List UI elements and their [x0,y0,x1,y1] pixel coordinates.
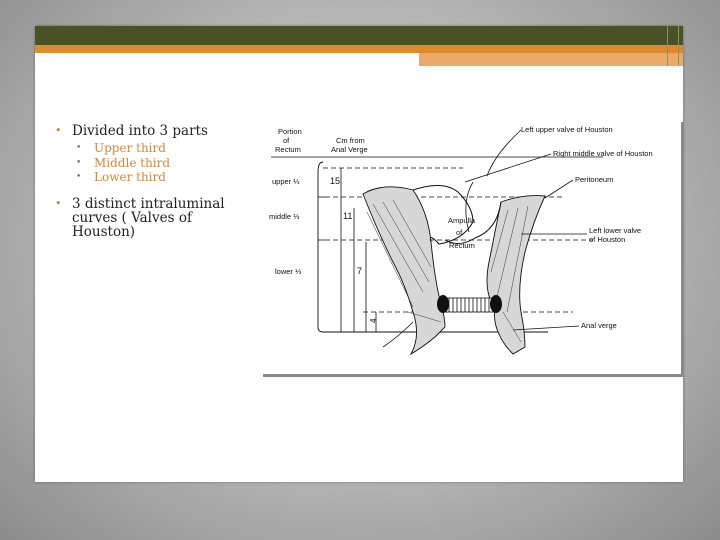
right-middle-valve-label: Right middle valve of Houston [553,149,653,158]
sub-bullet-item [55,156,240,171]
sub-bullet-item [55,141,240,156]
header-decoration [667,26,679,66]
sub-bullet-dot-icon: • [76,143,82,153]
header-band [35,26,683,45]
peritoneum-label: Peritoneum [575,175,614,184]
sub-bullet-item [55,170,240,185]
portion-label: lower ⅓ [275,267,302,276]
cm-label: 11 [343,211,353,221]
cm-header: Cm from Anal Verge [331,136,368,154]
bullet-dot-icon: • [55,124,62,137]
bullet-item [55,124,240,138]
sub-bullet-text: Middle third [94,155,171,170]
leader-line [465,154,551,182]
sphincter-left [437,295,449,313]
left-wall-strand [383,322,413,347]
header-accent-band [35,45,683,53]
cm-label: 7 [357,266,363,276]
ampulla-label: Ampulla of Rectum [448,216,476,250]
sub-bullet-text: Upper third [94,141,166,155]
sphincter-right [490,295,502,313]
sub-bullet-text: Lower third [94,170,166,184]
portion-bracket [318,162,323,332]
header-accent-tab [419,53,683,66]
sub-bullet-dot-icon: • [76,172,82,182]
bullet-text: 3 distinct intraluminal curves ( Valves of Houston) [72,195,225,240]
rectum-anatomy-figure [263,122,684,377]
bullet-text: Divided into 3 parts [72,123,208,139]
bullet-list [55,124,240,239]
rectum-diagram [263,122,681,374]
left-lower-valve-label: Left lower valve of Houston [589,226,642,244]
sub-bullet-list [55,141,240,185]
leader-line [545,180,573,198]
left-upper-valve-label: Left upper valve of Houston [521,125,613,134]
bullet-item [55,197,240,239]
portion-header: Portion of Rectum [275,127,302,154]
sub-bullet-dot-icon: • [76,157,82,168]
anal-verge-label: Anal verge [581,321,617,330]
slide [35,26,683,482]
cm-label: 15 [330,176,341,186]
portion-label: middle ⅓ [269,212,300,221]
left-rectal-wall [363,187,445,354]
portion-label: upper ⅓ [272,177,300,186]
cm-label: 4 [369,318,378,323]
bullet-dot-icon: • [55,196,62,210]
